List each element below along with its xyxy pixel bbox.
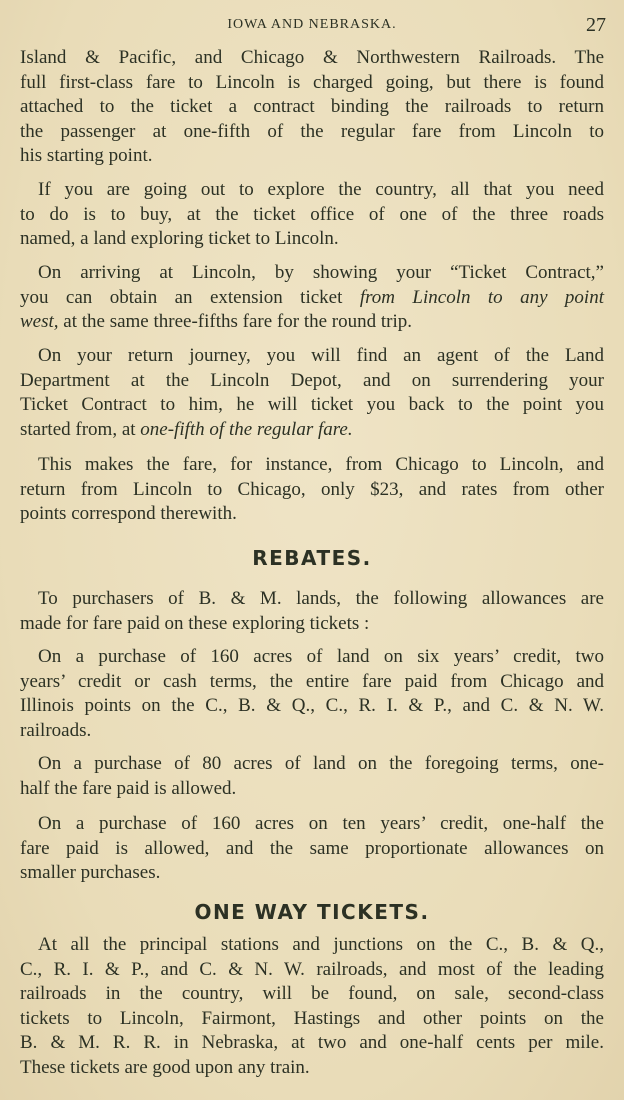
text-line (20, 286, 604, 311)
text-line (20, 120, 604, 145)
text-segment: On arriving at Lincoln, by showing your “Ticket Contract,” (38, 262, 604, 283)
paragraph (20, 645, 604, 743)
text-segment: points correspond therewith. (20, 503, 237, 525)
text-segment: C., R. I. & P., and C. & N. W. railroads, and most of the leading (20, 958, 604, 980)
text-segment: On a purchase of 160 acres on ten years’ credit, one-half the (38, 813, 604, 834)
text-segment: smaller purchases. (20, 862, 161, 884)
text-line (20, 453, 604, 478)
text-segment: half the fare paid is allowed. (20, 777, 237, 799)
italic-text: from Lincoln to any point (359, 286, 604, 308)
text-segment: to do is to buy, at the ticket office of one of the three roads (20, 203, 604, 225)
text-line (20, 261, 604, 286)
text-segment: years’ credit or cash terms, the entire fare paid from Chicago and (20, 670, 604, 692)
text-segment: To purchasers of B. & M. lands, the following allowances are (38, 588, 604, 609)
text-line (20, 95, 604, 120)
text-segment: the passenger at one-fifth of the regular fare from Lincoln to (20, 120, 604, 142)
text-line (20, 933, 604, 958)
italic-text: west, (20, 311, 59, 333)
text-segment: Department at the Lincoln Depot, and on surrendering your (20, 369, 604, 391)
text-line (20, 812, 604, 837)
text-segment: On a purchase of 160 acres of land on six years’ credit, two (38, 646, 604, 667)
section-heading: ONE WAY TICKETS. (194, 900, 430, 924)
text-segment: his starting point. (20, 145, 153, 167)
text-line (20, 393, 604, 418)
text-line (20, 178, 604, 203)
paragraph (20, 46, 604, 169)
italic-text: one-fifth of the regular fare. (140, 418, 353, 440)
text-segment: Island & Pacific, and Chicago & Northwestern Railroads. The (20, 47, 604, 68)
text-segment: Ticket Contract to him, he will ticket you back to the point you (20, 394, 604, 416)
text-segment: return from Lincoln to Chicago, only $23, and rates from other (20, 478, 604, 500)
text-segment: These tickets are good upon any train. (20, 1056, 310, 1078)
text-segment: At all the principal stations and junctions on the C., B. & Q., (38, 934, 604, 955)
text-line (20, 752, 604, 777)
text-line (20, 344, 604, 369)
text-line (20, 1031, 604, 1056)
text-line (20, 46, 604, 71)
text-line (20, 502, 604, 527)
text-line (20, 144, 604, 169)
section-heading: REBATES. (252, 546, 372, 570)
text-segment: tickets to Lincoln, Fairmont, Hastings and other points on the (20, 1007, 604, 1029)
text-segment: railroads in the country, will be found, on sale, second-class (20, 983, 604, 1005)
text-segment: started from, at (20, 418, 141, 440)
paragraph (20, 752, 604, 801)
text-line (20, 670, 604, 695)
text-line (20, 478, 604, 503)
paragraph (20, 344, 604, 442)
paragraph (20, 933, 604, 1081)
text-line (20, 982, 604, 1007)
text-line (20, 310, 604, 335)
paragraph (20, 261, 604, 335)
text-segment: B. & M. R. R. in Nebraska, at two and one-half cents per mile. (20, 1032, 604, 1054)
text-line (20, 203, 604, 228)
text-segment: If you are going out to explore the country, all that you need (38, 179, 604, 200)
paragraph (20, 178, 604, 252)
text-segment: at the same three-fifths fare for the round trip. (58, 311, 412, 333)
text-segment: On your return journey, you will find an agent of the Land (38, 345, 604, 366)
text-line (20, 837, 604, 862)
text-segment: Illinois points on the C., B. & Q., C., R. I. & P., and C. & N. W. (20, 695, 604, 717)
text-line (20, 1007, 604, 1032)
text-line (20, 227, 604, 252)
text-segment: made for fare paid on these exploring tickets : (20, 612, 370, 634)
text-line (20, 1056, 604, 1081)
text-line (20, 587, 604, 612)
paragraph (20, 453, 604, 527)
text-line (20, 369, 604, 394)
page-number: 27 (586, 14, 606, 36)
text-line (20, 418, 604, 443)
text-segment: you can obtain an extension ticket (20, 286, 360, 308)
text-line (20, 861, 604, 886)
text-line (20, 777, 604, 802)
text-line (20, 645, 604, 670)
text-segment: On a purchase of 80 acres of land on the foregoing terms, one- (38, 753, 604, 774)
text-segment: full first-class fare to Lincoln is charged going, but there is found (20, 71, 604, 93)
text-segment: fare paid is allowed, and the same proportionate allowances on (20, 837, 604, 859)
paragraph (20, 812, 604, 886)
text-line (20, 958, 604, 983)
text-line (20, 694, 604, 719)
text-segment: railroads. (20, 719, 92, 741)
paragraph (20, 587, 604, 636)
text-segment: named, a land exploring ticket to Lincoln. (20, 228, 339, 250)
text-line (20, 719, 604, 744)
text-line (20, 71, 604, 96)
text-segment: attached to the ticket a contract binding the railroads to return (20, 96, 604, 118)
text-line (20, 612, 604, 637)
running-title: IOWA AND NEBRASKA. (227, 17, 397, 32)
text-segment: This makes the fare, for instance, from Chicago to Lincoln, and (38, 454, 604, 475)
